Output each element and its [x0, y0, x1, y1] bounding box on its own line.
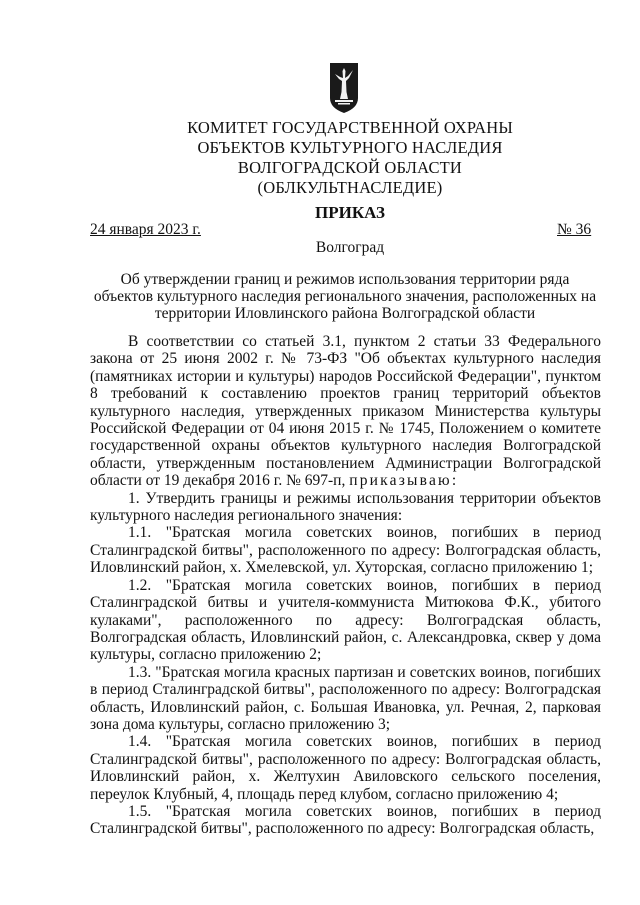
volgograd-emblem-icon — [329, 62, 359, 114]
clause-paragraph: 1. Утвердить границы и режимы использования территории объектов культурного наследия регионального значения: — [90, 489, 601, 525]
document-body — [90, 333, 601, 838]
order-word: приказываю — [349, 472, 452, 490]
document-number: № 36 — [557, 221, 592, 238]
document-type: ПРИКАЗ — [315, 203, 385, 222]
org-line: ОБЪЕКТОВ КУЛЬТУРНОГО НАСЛЕДИЯ — [197, 138, 503, 157]
org-line: ВОЛГОГРАДСКОЙ ОБЛАСТИ — [237, 158, 463, 177]
clause-paragraph: 1.2. "Братская могила советских воинов, погибших в период Сталинградской битвы и учителя-коммуниста Митюкова Ф.К., убитого кулаками", расположенного по адресу: Волгоградская область, Волгоградская область, Иловлинский район, с. Александровка, сквер у дома культуры, согласно приложению 2; — [90, 576, 601, 664]
clause-paragraph: 1.3. "Братская могила красных партизан и советских воинов, погибших в период Сталинградской битвы", расположенного по адресу: Волгоградская область, Иловлинский район, с. Большая Ивановка, ул. Речная, 2, парковая зона дома культуры, согласно приложению 3; — [90, 663, 601, 733]
document-subject: Об утверждении границ и режимов использования территории ряда объектов культурного наследия регионального значения, расположенных на территории Иловлинского района Волгоградской области — [93, 271, 597, 322]
clause-paragraph: 1.1. "Братская могила советских воинов, погибших в период Сталинградской битвы", расположенного по адресу: Волгоградская область, Иловлинский район, х. Хмелевской, ул. Хуторская, согласно приложению 1; — [90, 524, 601, 577]
org-line: КОМИТЕТ ГОСУДАРСТВЕННОЙ ОХРАНЫ — [187, 118, 513, 137]
intro-paragraph — [90, 333, 601, 490]
clause-paragraph: 1.4. "Братская могила советских воинов, погибших в период Сталинградской битвы", расположенного по адресу: Волгоградская область, Иловлинский район, х. Желтухин Авиловского сельского поселения, переулок Клубный, 4, площадь перед клубом, согласно приложению 4; — [90, 733, 601, 803]
order-suffix: : — [451, 472, 457, 490]
clause-paragraph: 1.5. "Братская могила советских воинов, погибших в период Сталинградской битвы", расположенного по адресу: Волгоградская область, — [90, 802, 601, 838]
document-city: Волгоград — [315, 239, 385, 256]
organization-name — [120, 118, 580, 198]
intro-text: В соответствии со статьей 3.1, пунктом 2 статьи 33 Федерального закона от 25 июня 2002 г. № 73-ФЗ "Об объектах культурного наследия (памятниках истории и культуры) народов Российской Федерации", пунктом 8 требований к составлению проектов границ территорий объектов культурного наследия, утвержденных приказом Министерства культуры Российской Федерации от 04 июня 2015 г. № 1745, Положением о комитете государственной охраны объектов культурного наследия Волгоградской области, утвержденным постановлением Администрации Волгоградской области от 19 декабря 2016 г. № 697-п, — [90, 333, 601, 490]
document-date: 24 января 2023 г. — [90, 221, 201, 238]
org-line: (ОБЛКУЛЬТНАСЛЕДИЕ) — [257, 178, 443, 197]
